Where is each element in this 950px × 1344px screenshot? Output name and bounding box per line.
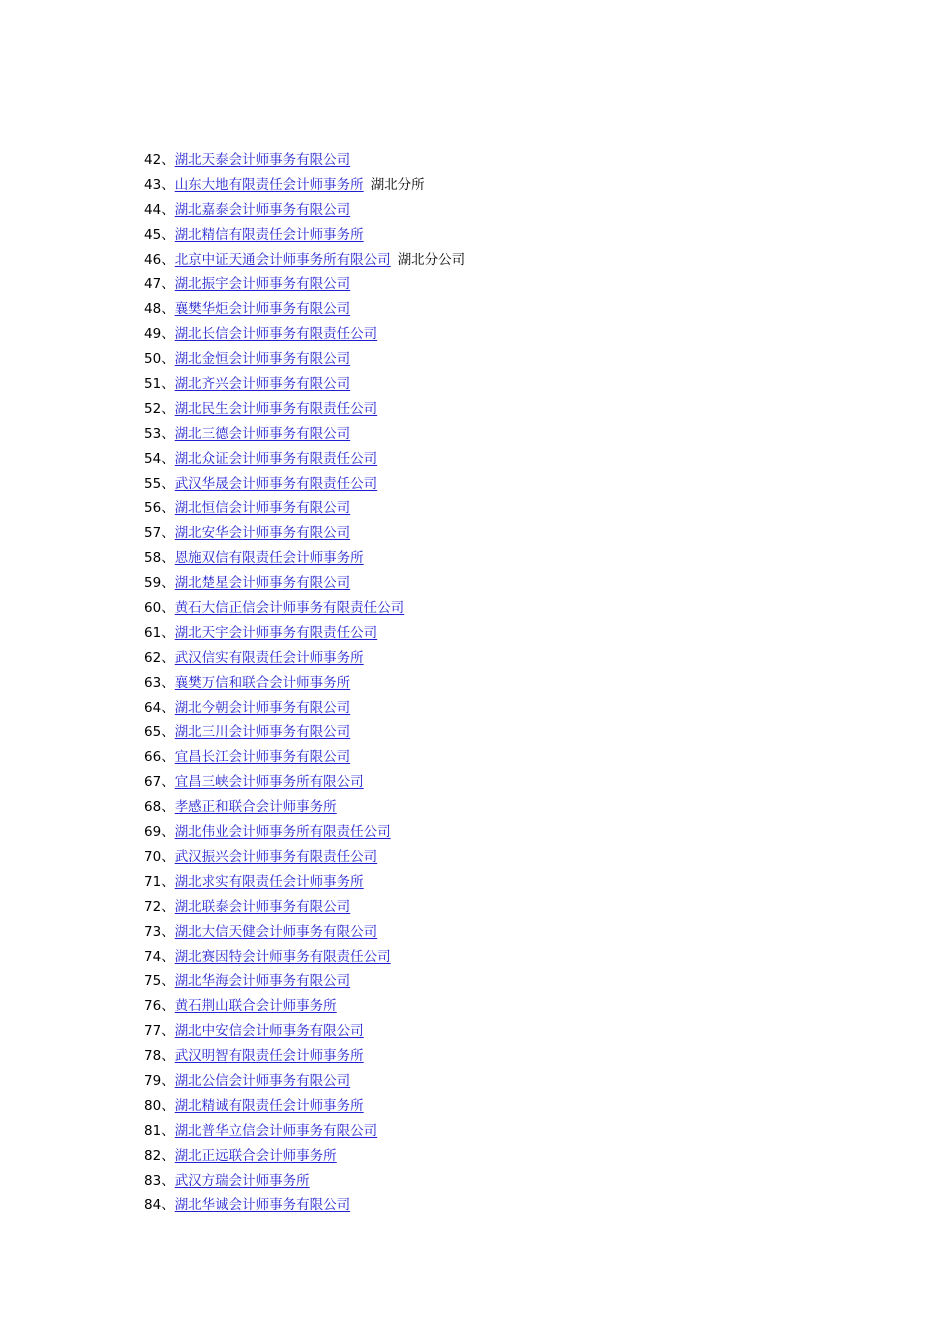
firm-link[interactable]: 湖北大信天健会计师事务有限公司 <box>174 923 378 940</box>
firm-link[interactable]: 黄石大信正信会计师事务有限责任公司 <box>174 600 405 617</box>
firm-link[interactable]: 湖北众证会计师事务有限责任公司 <box>174 450 378 467</box>
item-separator: 、 <box>161 525 175 542</box>
list-item <box>144 1171 465 1196</box>
list-item <box>144 1195 465 1220</box>
item-separator: 、 <box>161 425 175 442</box>
item-separator: 、 <box>161 201 175 218</box>
list-item <box>144 1046 465 1071</box>
item-separator: 、 <box>161 251 175 268</box>
item-number: 50 <box>144 351 162 368</box>
item-number: 46 <box>144 251 162 268</box>
branch-note: 湖北分所 <box>370 176 425 193</box>
list-item <box>144 971 465 996</box>
item-number: 61 <box>144 624 162 641</box>
item-separator: 、 <box>161 923 175 940</box>
item-number: 62 <box>144 649 162 666</box>
item-separator: 、 <box>161 475 175 492</box>
item-separator: 、 <box>161 450 175 467</box>
item-number: 68 <box>144 799 162 816</box>
firm-link[interactable]: 北京中证天通会计师事务所有限公司 <box>174 251 391 268</box>
firm-link[interactable]: 湖北齐兴会计师事务有限公司 <box>174 376 351 393</box>
list-item <box>144 1021 465 1046</box>
list-item <box>144 1096 465 1121</box>
item-separator: 、 <box>161 649 175 666</box>
item-separator: 、 <box>161 1072 175 1089</box>
firm-link[interactable]: 武汉华晟会计师事务有限责任公司 <box>174 475 378 492</box>
firm-link[interactable]: 襄樊万信和联合会计师事务所 <box>174 674 351 691</box>
item-number: 64 <box>144 699 162 716</box>
item-separator: 、 <box>161 1197 175 1214</box>
list-item <box>144 299 465 324</box>
list-item <box>144 250 465 275</box>
item-number: 52 <box>144 400 162 417</box>
item-separator: 、 <box>161 226 175 243</box>
item-number: 56 <box>144 500 162 517</box>
item-separator: 、 <box>161 152 175 168</box>
firm-link[interactable]: 武汉振兴会计师事务有限责任公司 <box>174 848 378 865</box>
item-separator: 、 <box>161 724 175 741</box>
firm-link[interactable]: 湖北公信会计师事务有限公司 <box>174 1072 351 1089</box>
item-separator: 、 <box>161 276 175 293</box>
item-number: 59 <box>144 575 162 592</box>
item-number: 71 <box>144 873 162 890</box>
item-number: 72 <box>144 898 162 915</box>
firm-link[interactable]: 宜昌三峡会计师事务所有限公司 <box>174 774 364 791</box>
firm-link[interactable]: 湖北楚星会计师事务有限公司 <box>174 575 351 592</box>
item-number: 81 <box>144 1122 162 1139</box>
item-number: 48 <box>144 301 162 318</box>
item-number: 67 <box>144 774 162 791</box>
firm-link[interactable]: 湖北天泰会计师事务有限公司 <box>174 152 351 168</box>
item-separator: 、 <box>161 326 175 343</box>
list-item <box>144 349 465 374</box>
item-number: 44 <box>144 201 162 218</box>
item-number: 65 <box>144 724 162 741</box>
list-item <box>144 996 465 1021</box>
item-separator: 、 <box>161 998 175 1015</box>
item-separator: 、 <box>161 848 175 865</box>
item-separator: 、 <box>161 873 175 890</box>
list-item <box>144 449 465 474</box>
item-number: 82 <box>144 1147 162 1164</box>
firm-link[interactable]: 湖北联泰会计师事务有限公司 <box>174 898 351 915</box>
firm-link[interactable]: 宜昌长江会计师事务有限公司 <box>174 749 351 766</box>
firm-link[interactable]: 武汉明智有限责任会计师事务所 <box>174 1048 364 1065</box>
list-item <box>144 150 465 175</box>
firm-link[interactable]: 湖北金恒会计师事务有限公司 <box>174 351 351 368</box>
list-item <box>144 424 465 449</box>
item-number: 76 <box>144 998 162 1015</box>
list-item <box>144 573 465 598</box>
item-separator: 、 <box>161 1048 175 1065</box>
item-separator: 、 <box>161 376 175 393</box>
item-number: 60 <box>144 600 162 617</box>
item-number: 69 <box>144 824 162 841</box>
list-item <box>144 847 465 872</box>
firm-link[interactable]: 湖北天宇会计师事务有限责任公司 <box>174 624 378 641</box>
firm-link[interactable]: 湖北民生会计师事务有限责任公司 <box>174 400 378 417</box>
list-item <box>144 897 465 922</box>
item-number: 42 <box>144 152 162 168</box>
list-item <box>144 872 465 897</box>
item-number: 47 <box>144 276 162 293</box>
item-number: 75 <box>144 973 162 990</box>
list-item <box>144 498 465 523</box>
firm-link[interactable]: 黄石荆山联合会计师事务所 <box>174 998 337 1015</box>
list-item <box>144 523 465 548</box>
firm-link[interactable]: 襄樊华炬会计师事务有限公司 <box>174 301 351 318</box>
list-item <box>144 598 465 623</box>
firm-link[interactable]: 湖北华海会计师事务有限公司 <box>174 973 351 990</box>
list-item <box>144 947 465 972</box>
list-item <box>144 822 465 847</box>
list-item <box>144 474 465 499</box>
list-item <box>144 722 465 747</box>
item-number: 79 <box>144 1072 162 1089</box>
firm-link[interactable]: 孝感正和联合会计师事务所 <box>174 799 337 816</box>
item-number: 49 <box>144 326 162 343</box>
list-item <box>144 374 465 399</box>
item-number: 73 <box>144 923 162 940</box>
item-separator: 、 <box>161 898 175 915</box>
item-separator: 、 <box>161 176 175 193</box>
firm-list <box>144 150 465 1220</box>
list-item <box>144 324 465 349</box>
list-item <box>144 399 465 424</box>
firm-link[interactable]: 湖北求实有限责任会计师事务所 <box>174 873 364 890</box>
list-item <box>144 1071 465 1096</box>
item-number: 84 <box>144 1197 162 1214</box>
item-number: 54 <box>144 450 162 467</box>
firm-link[interactable]: 湖北安华会计师事务有限公司 <box>174 525 351 542</box>
item-number: 57 <box>144 525 162 542</box>
firm-link[interactable]: 湖北恒信会计师事务有限公司 <box>174 500 351 517</box>
firm-link[interactable]: 湖北长信会计师事务有限责任公司 <box>174 326 378 343</box>
item-separator: 、 <box>161 1097 175 1114</box>
firm-link[interactable]: 湖北振宇会计师事务有限公司 <box>174 276 351 293</box>
firm-link[interactable]: 湖北精诚有限责任会计师事务所 <box>174 1097 364 1114</box>
item-separator: 、 <box>161 699 175 716</box>
list-item <box>144 922 465 947</box>
item-separator: 、 <box>161 301 175 318</box>
item-number: 43 <box>144 176 162 193</box>
list-item <box>144 548 465 573</box>
list-item <box>144 225 465 250</box>
list-item <box>144 274 465 299</box>
item-number: 51 <box>144 376 162 393</box>
firm-link[interactable]: 湖北华诚会计师事务有限公司 <box>174 1197 351 1214</box>
firm-link[interactable]: 恩施双信有限责任会计师事务所 <box>174 550 364 567</box>
firm-link[interactable]: 湖北中安信会计师事务有限公司 <box>174 1023 364 1040</box>
item-number: 80 <box>144 1097 162 1114</box>
item-separator: 、 <box>161 600 175 617</box>
item-separator: 、 <box>161 948 175 965</box>
item-separator: 、 <box>161 575 175 592</box>
list-item <box>144 772 465 797</box>
item-separator: 、 <box>161 500 175 517</box>
item-separator: 、 <box>161 400 175 417</box>
item-number: 55 <box>144 475 162 492</box>
item-number: 53 <box>144 425 162 442</box>
firm-link[interactable]: 湖北今朝会计师事务有限公司 <box>174 699 351 716</box>
item-separator: 、 <box>161 1023 175 1040</box>
list-item <box>144 698 465 723</box>
firm-link[interactable]: 湖北伟业会计师事务所有限责任公司 <box>174 824 391 841</box>
firm-link[interactable]: 武汉信实有限责任会计师事务所 <box>174 649 364 666</box>
item-number: 66 <box>144 749 162 766</box>
item-separator: 、 <box>161 1172 175 1189</box>
firm-link[interactable]: 湖北嘉泰会计师事务有限公司 <box>174 201 351 218</box>
list-item <box>144 797 465 822</box>
item-separator: 、 <box>161 351 175 368</box>
item-number: 45 <box>144 226 162 243</box>
list-item <box>144 200 465 225</box>
item-separator: 、 <box>161 824 175 841</box>
list-item <box>144 1121 465 1146</box>
item-separator: 、 <box>161 799 175 816</box>
item-number: 70 <box>144 848 162 865</box>
firm-link[interactable]: 湖北三川会计师事务有限公司 <box>174 724 351 741</box>
item-number: 77 <box>144 1023 162 1040</box>
list-item <box>144 648 465 673</box>
list-item <box>144 747 465 772</box>
list-item <box>144 1146 465 1171</box>
list-item <box>144 175 465 200</box>
firm-link[interactable]: 湖北正远联合会计师事务所 <box>174 1147 337 1164</box>
item-separator: 、 <box>161 774 175 791</box>
item-separator: 、 <box>161 749 175 766</box>
list-item <box>144 673 465 698</box>
list-item <box>144 623 465 648</box>
item-separator: 、 <box>161 1122 175 1139</box>
firm-link[interactable]: 湖北普华立信会计师事务有限公司 <box>174 1122 378 1139</box>
item-number: 78 <box>144 1048 162 1065</box>
firm-link[interactable]: 山东大地有限责任会计师事务所 <box>174 176 364 193</box>
item-number: 83 <box>144 1172 162 1189</box>
item-number: 74 <box>144 948 162 965</box>
item-separator: 、 <box>161 674 175 691</box>
item-number: 58 <box>144 550 162 567</box>
item-number: 63 <box>144 674 162 691</box>
item-separator: 、 <box>161 550 175 567</box>
item-separator: 、 <box>161 624 175 641</box>
item-separator: 、 <box>161 1147 175 1164</box>
firm-link[interactable]: 湖北赛因特会计师事务有限责任公司 <box>174 948 391 965</box>
firm-link[interactable]: 武汉方瑞会计师事务所 <box>174 1172 310 1189</box>
branch-note: 湖北分公司 <box>397 251 466 268</box>
firm-link[interactable]: 湖北三德会计师事务有限公司 <box>174 425 351 442</box>
firm-link[interactable]: 湖北精信有限责任会计师事务所 <box>174 226 364 243</box>
item-separator: 、 <box>161 973 175 990</box>
